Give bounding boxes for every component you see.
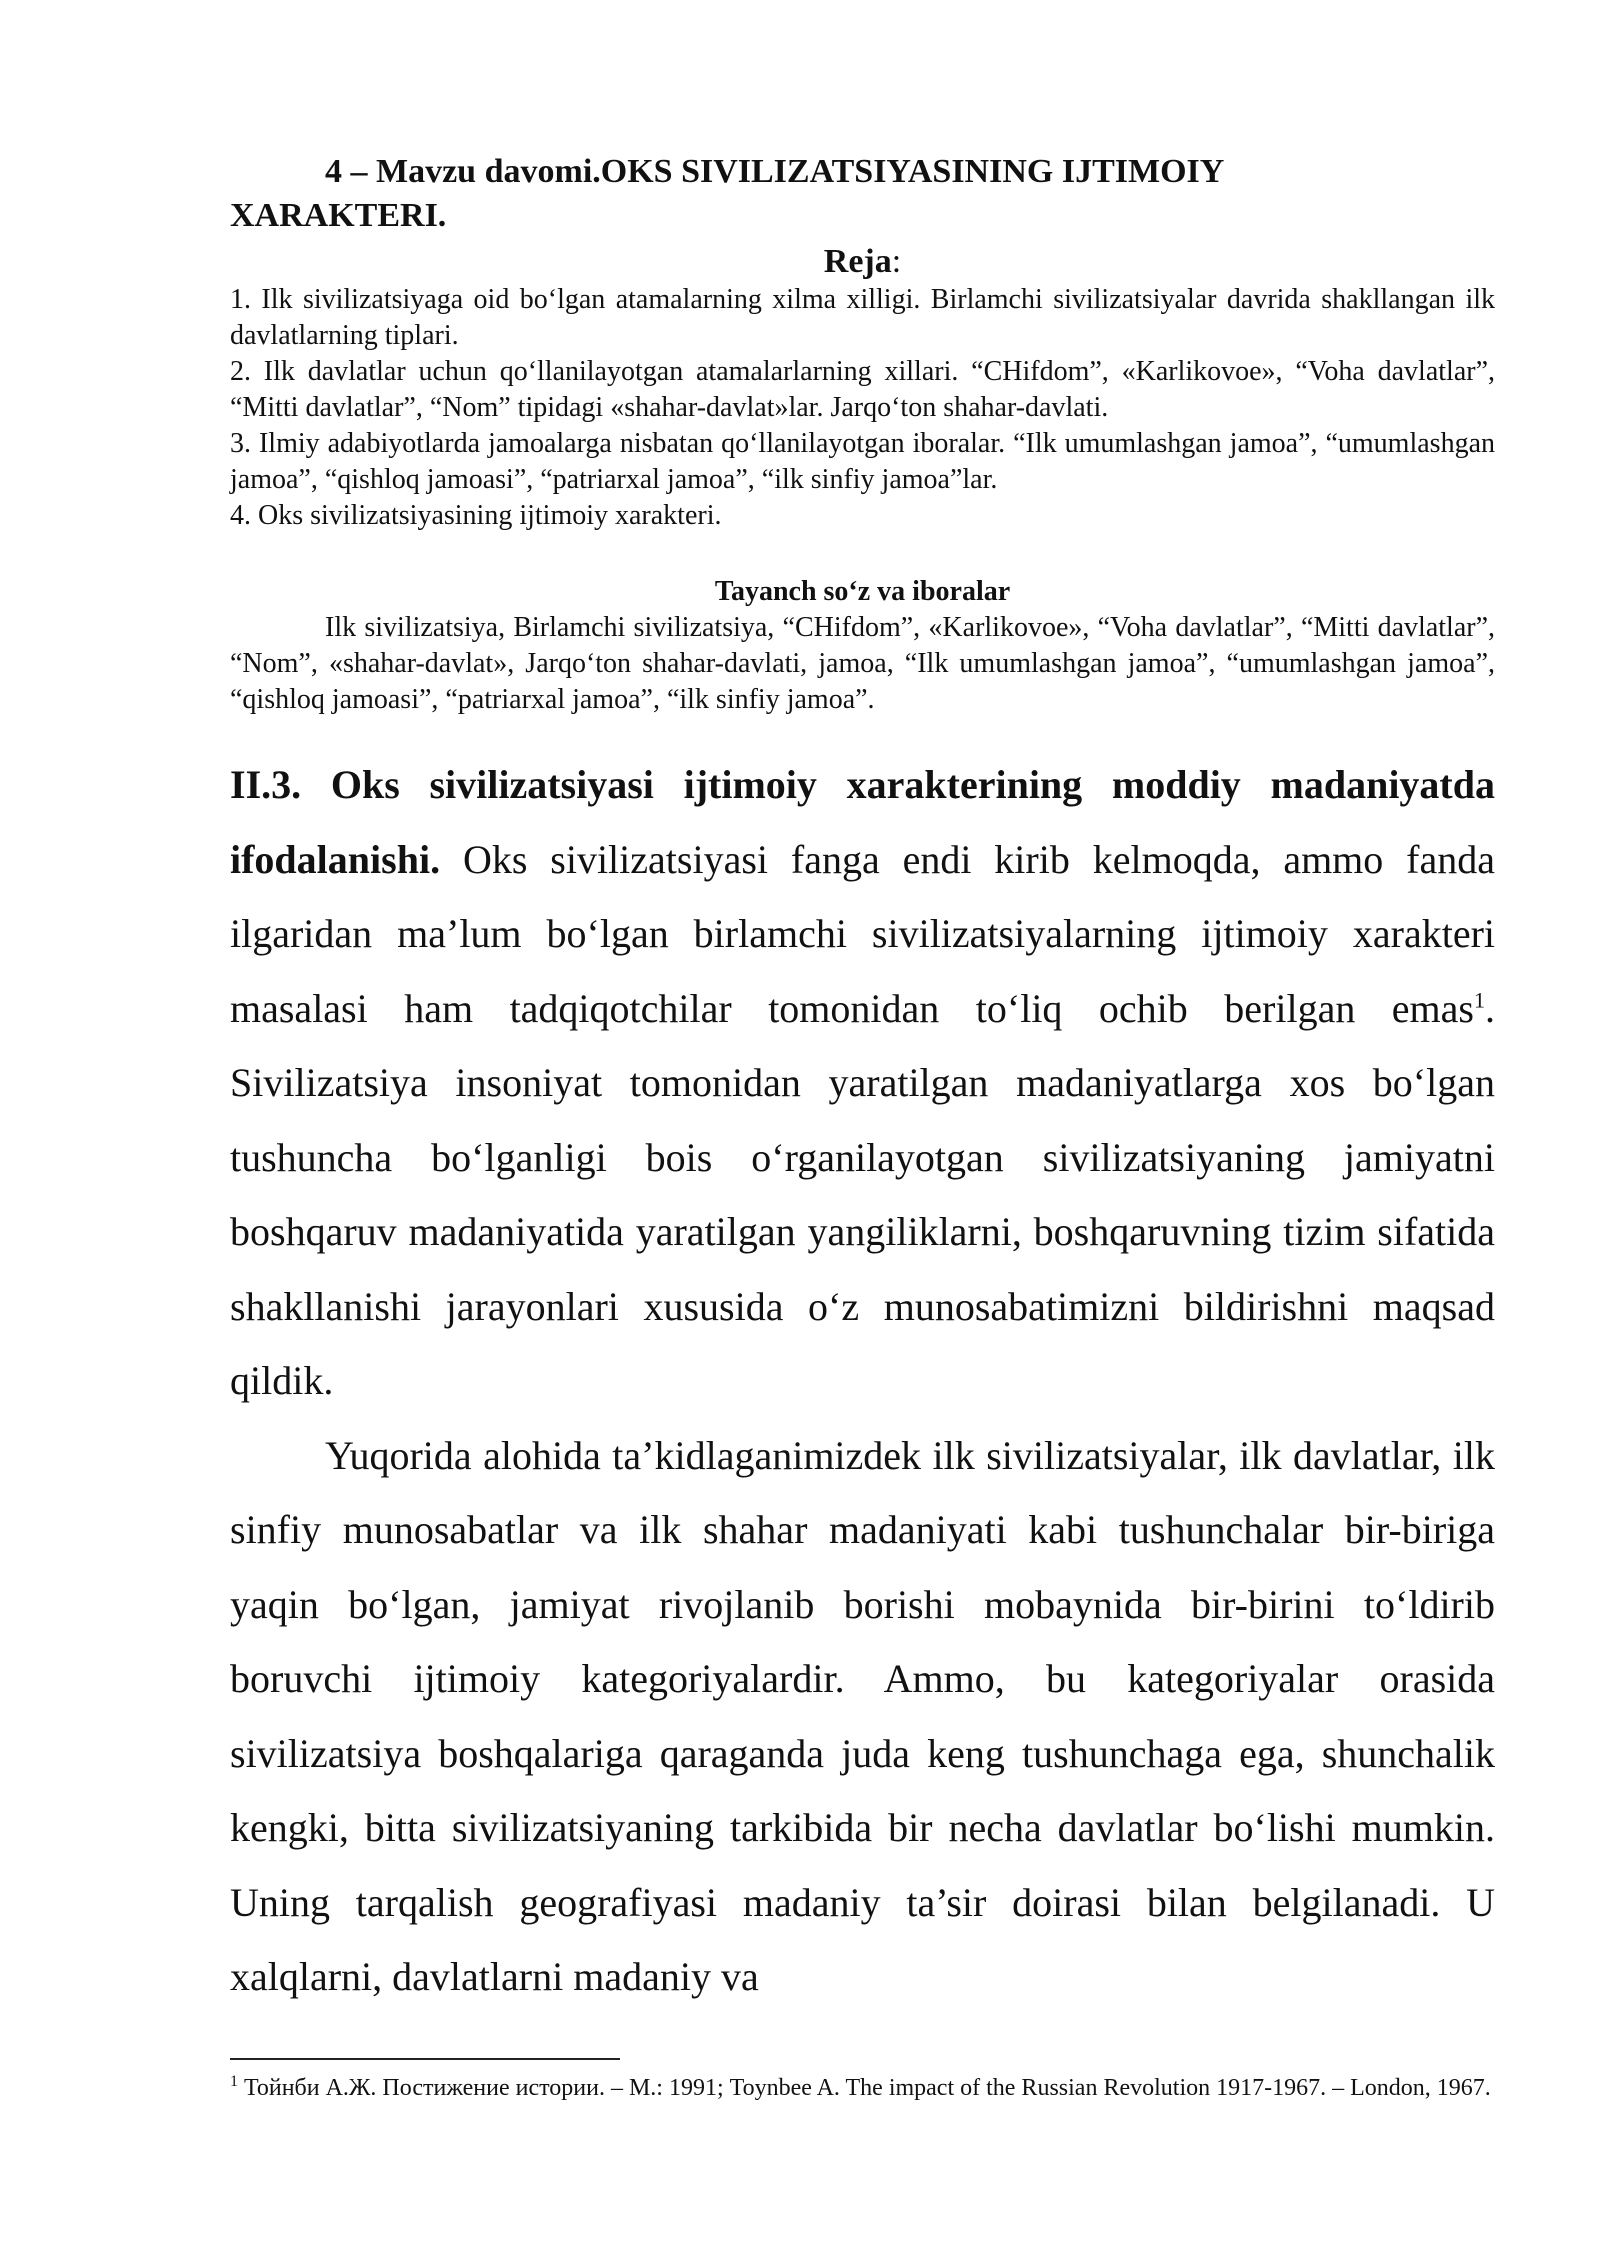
document-title: [230, 150, 1495, 238]
plan-heading: [230, 242, 1495, 282]
paragraph-1-text-a: Oks sivilizatsiyasi fanga endi kirib kelmoqda, ammo fanda ilgaridan ma’lum bo‘lgan birlamchi sivilizatsiyalarning ijtimoiy xarakteri masalasi ham tadqiqotchilar tomonidan to‘liq ochib berilgan emas: [230, 836, 1495, 1031]
plan-item-2: 2. Ilk davlatlar uchun qo‘llanilayotgan atamalarlarning xillari. “CHifdom”, «Karlikovoe», “Voha davlatlar”, “Mitti davlatlar”, “Nom” tipidagi «shahar-davlat»lar. Jarqo‘ton shahar-davlati.: [230, 356, 1495, 423]
footnote-divider: [230, 2058, 620, 2060]
plan-item-3: 3. Ilmiy adabiyotlarda jamoalarga nisbatan qo‘llanilayotgan iboralar. “Ilk umumlashgan jamoa”, “umumlashgan jamoa”, “qishloq jamoasi”, “patriarxal jamoa”, “ilk sinfiy jamoa”lar.: [230, 428, 1495, 495]
main-body: [230, 748, 1495, 2015]
section-paragraph-1: [230, 748, 1495, 1419]
keywords-text: Ilk sivilizatsiya, Birlamchi sivilizatsiya, “CHifdom”, «Karlikovoe», “Voha davlatlar”, “Mitti davlatlar”, “Nom”, «shahar-davlat», Jarqo‘ton shahar-davlati, jamoa, “Ilk umumlashgan jamoa”, “umumlashgan jamoa”, “qishloq jamoasi”, “patriarxal jamoa”, “ilk sinfiy jamoa”.: [230, 612, 1495, 715]
document-page: [230, 150, 1495, 2015]
section-heading: II.3. Oks sivilizatsiyasi ijtimoiy xarakterining moddiy madaniyatda ifodalanishi.: [230, 762, 1495, 882]
title-line-2: XARAKTERI.: [230, 197, 447, 234]
plan-heading-colon: :: [891, 243, 902, 280]
footnote-reference[interactable]: 1: [1474, 987, 1485, 1013]
plan-list: [230, 282, 1495, 534]
keywords-heading: Tayanch so‘z va iboralar: [714, 576, 1011, 607]
footnote: [230, 2072, 1495, 2105]
footnote-text: Тойнби А.Ж. Постижение истории. – М.: 1991; Toynbee A. The impact of the Russian Revolution 1917-1967. – London, 1967.: [238, 2075, 1491, 2101]
section-paragraph-2: Yuqorida alohida ta’kidlaganimizdek ilk sivilizatsiyalar, ilk davlatlar, ilk sinfiy munosabatlar va ilk shahar madaniyati kabi tushunchalar bir-biriga yaqin bo‘lgan, jamiyat rivojlanib borishi mobaynida bir-birini to‘ldirib boruvchi ijtimoiy kategoriyalardir. Ammo, bu kategoriyalar orasida sivilizatsiya boshqalariga qaraganda juda keng tushunchaga ega, shunchalik kengki, bitta sivilizatsiyaning tarkibida bir necha davlatlar bo‘lishi mumkin. Uning tarqalish geografiyasi madaniy ta’sir doirasi bilan belgilanadi. U xalqlarni, davlatlarni madaniy va: [230, 1432, 1495, 1999]
footnote-mark: 1: [230, 2073, 238, 2090]
paragraph-1-text-b: . Sivilizatsiya insoniyat tomonidan yaratilgan madaniyatlarga xos bo‘lgan tushuncha bo‘lganligi bois o‘rganilayotgan sivilizatsiyaning jamiyatni boshqaruv madaniyatida yaratilgan yangiliklarni, boshqaruvning tizim sifatida shakllanishi jarayonlari xususida o‘z munosabatimizni bildirishni maqsad qildik.: [230, 985, 1495, 1403]
title-line-1: 4 – Mavzu davomi.OKS SIVILIZATSIYASINING IJTIMOIY: [325, 153, 1225, 190]
plan-item-1: 1. Ilk sivilizatsiyaga oid bo‘lgan atamalarning xilma xilligi. Birlamchi sivilizatsiyalar davrida shakllangan ilk davlatlarning tiplari.: [230, 284, 1495, 351]
plan-heading-label: Reja: [823, 243, 892, 280]
plan-item-4: 4. Oks sivilizatsiyasining ijtimoiy xarakteri.: [230, 500, 722, 531]
